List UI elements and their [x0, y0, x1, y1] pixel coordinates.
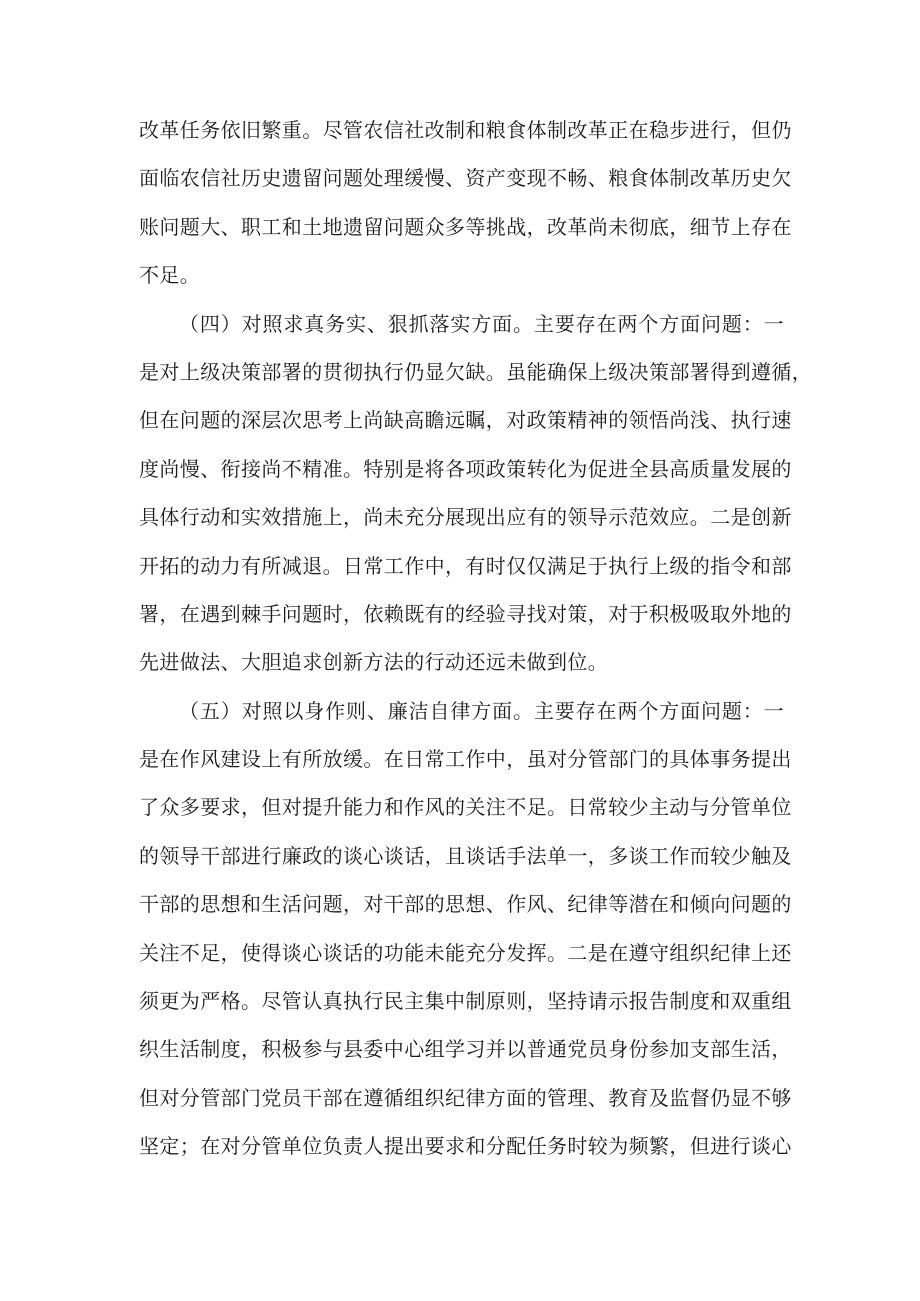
text-line: 开拓的动力有所减退。日常工作中，有时仅仅满足于执行上级的指令和部	[139, 553, 792, 578]
text-line: 署，在遇到棘手问题时，依赖既有的经验寻找对策，对于积极吸取外地的	[139, 601, 792, 626]
text-line: 账问题大、职工和土地遗留问题众多等挑战，改革尚未彻底，细节上存在	[139, 214, 792, 239]
text-line: 面临农信社历史遗留问题处理缓慢、资产变现不畅、粮食体制改革历史欠	[139, 166, 792, 191]
text-line: 关注不足，使得谈心谈话的功能未能充分发挥。二是在遵守组织纪律上还	[139, 940, 792, 965]
text-line: 须更为严格。尽管认真执行民主集中制原则，坚持请示报告制度和双重组	[139, 989, 792, 1014]
paragraph-section-four	[139, 311, 813, 699]
text-line: 是在作风建设上有所放缓。在日常工作中，虽对分管部门的具体事务提出	[139, 747, 792, 772]
text-line: 度尚慢、衔接尚不精准。特别是将各项政策转化为促进全县高质量发展的	[139, 456, 792, 481]
paragraph-reform-tasks	[139, 118, 792, 312]
text-line: 具体行动和实效措施上，尚未充分展现出应有的领导示范效应。二是创新	[139, 505, 792, 530]
text-line: 了众多要求，但对提升能力和作风的关注不足。日常较少主动与分管单位	[139, 795, 792, 820]
text-line: 先进做法、大胆追求创新方法的行动还远未做到位。	[139, 650, 609, 675]
text-line: 是对上级决策部署的贯彻执行仍显欠缺。虽能确保上级决策部署得到遵循，	[139, 359, 813, 384]
document-body	[139, 118, 813, 1183]
paragraph-section-five	[139, 698, 792, 1183]
section-heading-line: （五）对照以身作则、廉洁自律方面。主要存在两个方面问题：一	[179, 698, 784, 723]
section-heading-line: （四）对照求真务实、狠抓落实方面。主要存在两个方面问题：一	[179, 311, 784, 336]
text-line: 坚定；在对分管单位负责人提出要求和分配任务时较为频繁，但进行谈心	[139, 1134, 792, 1159]
text-line: 织生活制度，积极参与县委中心组学习并以普通党员身份参加支部生活，	[139, 1037, 792, 1062]
text-line: 但在问题的深层次思考上尚缺高瞻远瞩，对政策精神的领悟尚浅、执行速	[139, 408, 792, 433]
text-line: 不足。	[139, 263, 201, 288]
text-line: 但对分管部门党员干部在遵循组织纪律方面的管理、教育及监督仍显不够	[139, 1085, 792, 1110]
text-line: 的领导干部进行廉政的谈心谈话，且谈话手法单一，多谈工作而较少触及	[139, 843, 792, 868]
text-line: 改革任务依旧繁重。尽管农信社改制和粮食体制改革正在稳步进行，但仍	[139, 118, 792, 142]
text-line: 干部的思想和生活问题，对干部的思想、作风、纪律等潜在和倾向问题的	[139, 892, 792, 917]
